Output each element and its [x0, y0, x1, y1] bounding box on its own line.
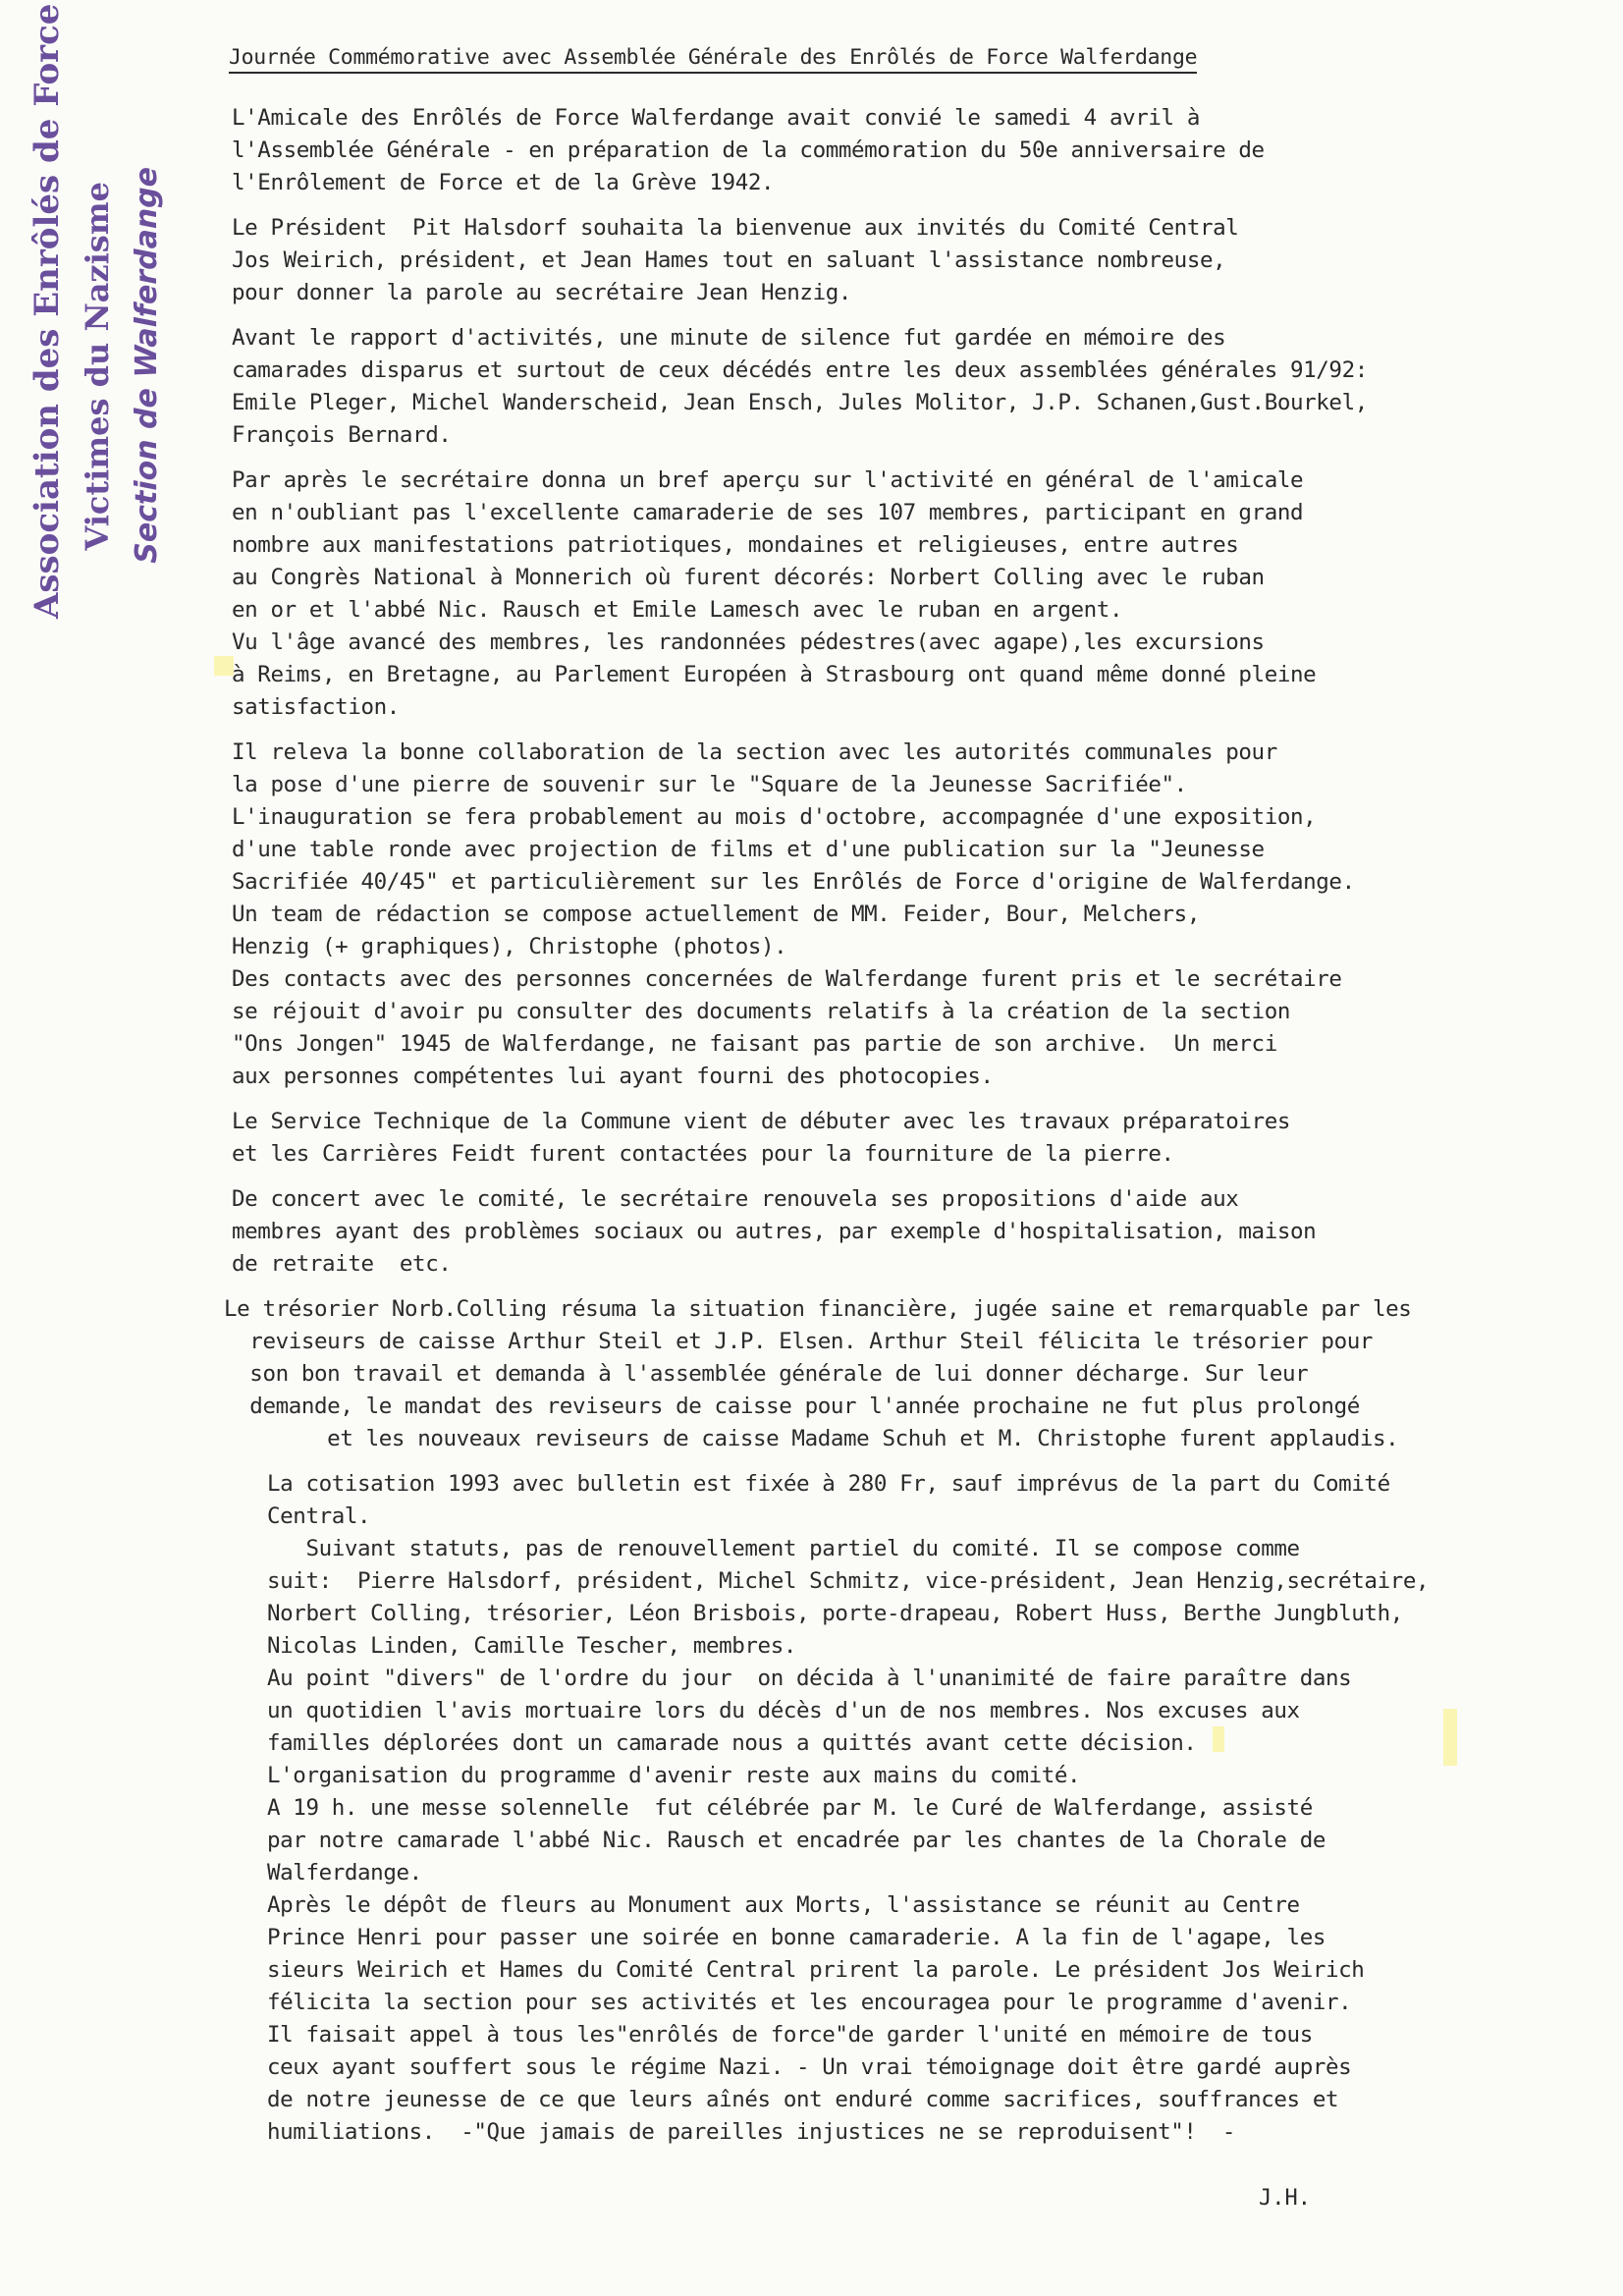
- text-line: la pose d'une pierre de souvenir sur le "Square de la Jeunesse Sacrifiée".: [232, 772, 1187, 797]
- text-line: familles déplorées dont un camarade nous a quittés avant cette décision.: [267, 1730, 1197, 1756]
- stamp-line-victims: Victimes du Nazisme: [79, 182, 116, 551]
- text-line: sieurs Weirich et Hames du Comité Central prirent la parole. Le président Jos Weirich: [267, 1957, 1365, 1983]
- text-line: camarades disparus et surtout de ceux décédés entre les deux assemblées générales 91/92:: [232, 357, 1368, 383]
- stamp-line-association: Association des Enrôlés de Force: [27, 3, 67, 619]
- text-line: Emile Pleger, Michel Wanderscheid, Jean Ensch, Jules Molitor, J.P. Schanen,Gust.Bourkel,: [232, 390, 1368, 415]
- text-line: par notre camarade l'abbé Nic. Rausch et encadrée par les chantes de la Chorale de: [267, 1828, 1325, 1853]
- text-line: en or et l'abbé Nic. Rausch et Emile Lamesch avec le ruban en argent.: [232, 597, 1123, 623]
- text-line: L'inauguration se fera probablement au mois d'octobre, accompagnée d'une exposition,: [232, 804, 1317, 830]
- paragraph: [232, 212, 1577, 309]
- stamp-line-section: Section de Walferdange: [130, 167, 164, 564]
- text-line: pour donner la parole au secrétaire Jean Henzig.: [232, 280, 852, 305]
- paragraph: [232, 737, 1577, 1093]
- paragraph: [232, 1106, 1577, 1171]
- paragraph: [232, 322, 1577, 452]
- text-line: Walferdange.: [267, 1860, 422, 1886]
- text-line: Central.: [267, 1503, 371, 1529]
- text-line: Vu l'âge avancé des membres, les randonnées pédestres(avec agape),les excursions: [232, 629, 1265, 655]
- text-line: de notre jeunesse de ce que leurs aînés ont enduré comme sacrifices, souffrances et: [267, 2087, 1339, 2112]
- text-line: Suivant statuts, pas de renouvellement partiel du comité. Il se compose comme: [267, 1536, 1300, 1561]
- text-line: à Reims, en Bretagne, au Parlement Européen à Strasbourg ont quand même donné pleine: [232, 662, 1317, 687]
- text-line: satisfaction.: [232, 694, 400, 720]
- text-line: "Ons Jongen" 1945 de Walferdange, ne faisant pas partie de son archive. Un merci: [232, 1031, 1277, 1057]
- association-stamp: [27, 3, 165, 638]
- text-line: l'Enrôlement de Force et de la Grève 1942.: [232, 170, 775, 195]
- text-line: l'Assemblée Générale - en préparation de la commémoration du 50e anniversaire de: [232, 137, 1265, 163]
- text-line: se réjouit d'avoir pu consulter des documents relatifs à la création de la section: [232, 999, 1290, 1024]
- text-line: Jos Weirich, président, et Jean Hames tout en saluant l'assistance nombreuse,: [232, 247, 1226, 273]
- text-line: Le Service Technique de la Commune vient de débuter avec les travaux préparatoires: [232, 1109, 1290, 1134]
- text-line: Norbert Colling, trésorier, Léon Brisbois, porte-drapeau, Robert Huss, Berthe Jungbluth,: [267, 1601, 1403, 1626]
- text-line: L'Amicale des Enrôlés de Force Walferdange avait convié le samedi 4 avril à: [232, 105, 1200, 131]
- text-line: aux personnes compétentes lui ayant fourni des photocopies.: [232, 1064, 994, 1089]
- text-line: ceux ayant souffert sous le régime Nazi. - Un vrai témoignage doit être gardé auprès: [267, 2054, 1352, 2080]
- text-line: Avant le rapport d'activités, une minute de silence fut gardée en mémoire des: [232, 325, 1226, 351]
- text-line: humiliations. -"Que jamais de pareilles injustices ne se reproduisent"! -: [267, 2119, 1235, 2145]
- text-line: félicita la section pour ses activités et les encouragea pour le programme d'avenir.: [267, 1990, 1352, 2015]
- text-line: Sacrifiée 40/45" et particulièrement sur les Enrôlés de Force d'origine de Walferdange.: [232, 869, 1355, 895]
- text-line: au Congrès National à Monnerich où furent décorés: Norbert Colling avec le ruban: [232, 565, 1265, 590]
- paragraph: [224, 1293, 1577, 1455]
- text-line: La cotisation 1993 avec bulletin est fixée à 280 Fr, sauf imprévus de la part du Comité: [267, 1471, 1390, 1497]
- paragraph: [232, 1183, 1577, 1281]
- text-line: d'une table ronde avec projection de films et d'une publication sur la "Jeunesse: [232, 837, 1265, 862]
- text-line: Nicolas Linden, Camille Tescher, membres.: [267, 1633, 796, 1659]
- text-line: Au point "divers" de l'ordre du jour on décida à l'unanimité de faire paraître dans: [267, 1666, 1352, 1691]
- paragraph: [267, 1468, 1577, 2149]
- text-line: nombre aux manifestations patriotiques, mondaines et religieuses, entre autres: [232, 532, 1239, 558]
- text-line: reviseurs de caisse Arthur Steil et J.P. Elsen. Arthur Steil félicita le trésorier pour: [224, 1329, 1374, 1354]
- text-line: Il faisait appel à tous les"enrôlés de force"de garder l'unité en mémoire de tous: [267, 2022, 1313, 2048]
- text-line: Par après le secrétaire donna un bref aperçu sur l'activité en général de l'amicale: [232, 467, 1304, 493]
- highlighter-mark: [214, 656, 234, 676]
- text-line: Le trésorier Norb.Colling résuma la situation financière, jugée saine et remarquable par les: [224, 1296, 1412, 1322]
- text-line: en n'oubliant pas l'excellente camaraderie de ses 107 membres, participant en grand: [232, 500, 1304, 525]
- text-line: et les nouveaux reviseurs de caisse Madame Schuh et M. Christophe furent applaudis.: [224, 1426, 1399, 1451]
- paragraph: [232, 102, 1577, 199]
- text-line: De concert avec le comité, le secrétaire renouvela ses propositions d'aide aux: [232, 1186, 1239, 1212]
- text-line: Des contacts avec des personnes concernées de Walferdange furent pris et le secrétaire: [232, 966, 1342, 992]
- text-line: son bon travail et demanda à l'assemblée générale de lui donner décharge. Sur leur: [224, 1361, 1309, 1387]
- text-line: Un team de rédaction se compose actuellement de MM. Feider, Bour, Melchers,: [232, 902, 1200, 927]
- text-line: Le Président Pit Halsdorf souhaita la bienvenue aux invités du Comité Central: [232, 215, 1239, 241]
- text-line: demande, le mandat des reviseurs de caisse pour l'année prochaine ne fut plus prolongé: [224, 1394, 1360, 1419]
- paragraph: [232, 465, 1577, 724]
- text-line: François Bernard.: [232, 422, 452, 448]
- text-line: membres ayant des problèmes sociaux ou autres, par exemple d'hospitalisation, maison: [232, 1219, 1317, 1244]
- document-title: Journée Commémorative avec Assemblée Générale des Enrôlés de Force Walferdange: [229, 45, 1197, 74]
- text-line: Il releva la bonne collaboration de la section avec les autorités communales pour: [232, 739, 1277, 765]
- text-line: L'organisation du programme d'avenir reste aux mains du comité.: [267, 1763, 1081, 1788]
- text-line: suit: Pierre Halsdorf, président, Michel Schmitz, vice-président, Jean Henzig,secrétaire,: [267, 1568, 1430, 1594]
- document-body: [224, 102, 1577, 2161]
- text-line: de retraite etc.: [232, 1251, 452, 1277]
- text-line: et les Carrières Feidt furent contactées pour la fourniture de la pierre.: [232, 1141, 1174, 1167]
- text-line: un quotidien l'avis mortuaire lors du décès d'un de nos membres. Nos excuses aux: [267, 1698, 1300, 1723]
- text-line: Henzig (+ graphiques), Christophe (photos).: [232, 934, 787, 959]
- signature-initials: J.H.: [1259, 2186, 1311, 2211]
- text-line: A 19 h. une messe solennelle fut célébrée par M. le Curé de Walferdange, assisté: [267, 1795, 1313, 1821]
- text-line: Prince Henri pour passer une soirée en bonne camaraderie. A la fin de l'agape, les: [267, 1925, 1325, 1950]
- text-line: Après le dépôt de fleurs au Monument aux Morts, l'assistance se réunit au Centre: [267, 1892, 1300, 1918]
